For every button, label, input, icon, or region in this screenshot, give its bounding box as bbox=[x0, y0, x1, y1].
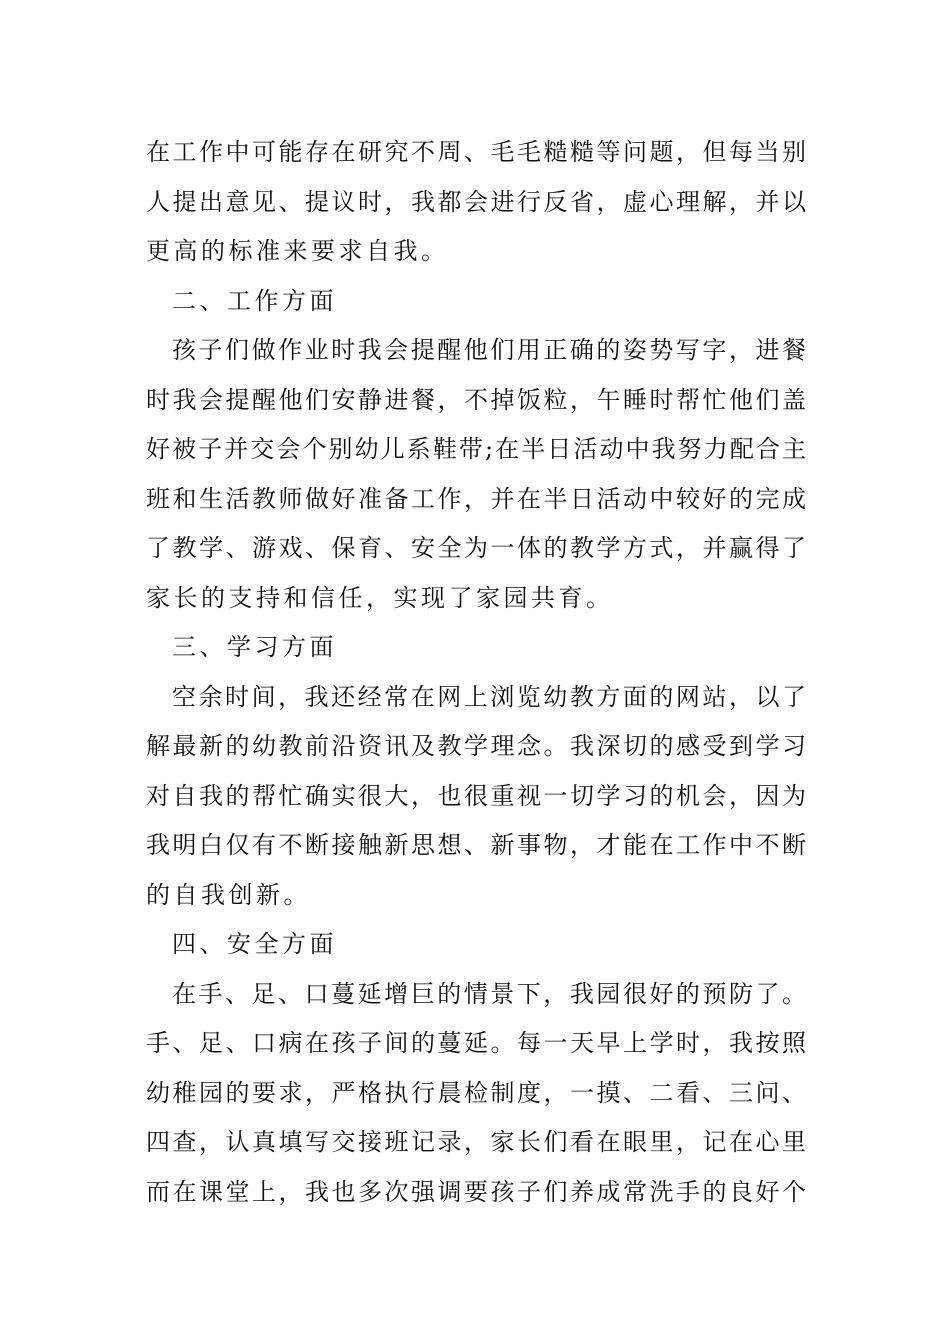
text-line: 手、足、口病在孩子间的蔓延。每一天早上学时，我按照 bbox=[146, 1029, 806, 1057]
text-line: 更高的标准来要求自我。 bbox=[146, 237, 449, 265]
text-line: 好被子并交会个别幼儿系鞋带;在半日活动中我努力配合主 bbox=[146, 435, 806, 463]
text-line: 解最新的幼教前沿资讯及教学理念。我深切的感受到学习 bbox=[146, 732, 806, 760]
text-line: 班和生活教师做好准备工作，并在半日活动中较好的完成 bbox=[146, 484, 806, 513]
section-heading: 三、学习方面 bbox=[172, 633, 337, 661]
text-line: 了教学、游戏、保育、安全为一体的教学方式，并赢得了 bbox=[146, 534, 806, 562]
section-heading: 四、安全方面 bbox=[172, 930, 337, 958]
text-line: 人提出意见、提议时，我都会进行反省，虚心理解，并以 bbox=[146, 187, 806, 216]
document-body bbox=[146, 128, 806, 1217]
text-line: 而在课堂上，我也多次强调要孩子们养成常洗手的良好个 bbox=[146, 1177, 806, 1206]
text-line: 四查，认真填写交接班记录，家长们看在眼里，记在心里 bbox=[146, 1128, 806, 1156]
text-line: 幼稚园的要求，严格执行晨检制度，一摸、二看、三问、 bbox=[146, 1078, 806, 1107]
text-line: 对自我的帮忙确实很大，也很重视一切学习的机会，因为 bbox=[146, 781, 806, 810]
text-line: 孩子们做作业时我会提醒他们用正确的姿势写字，进餐 bbox=[172, 336, 806, 364]
text-line: 我明白仅有不断接触新思想、新事物，才能在工作中不断 bbox=[146, 831, 806, 859]
text-line: 在手、足、口蔓延增巨的情景下，我园很好的预防了。 bbox=[172, 979, 806, 1008]
text-line: 的自我创新。 bbox=[146, 880, 311, 909]
text-line: 在工作中可能存在研究不周、毛毛糙糙等问题，但每当别 bbox=[146, 138, 806, 166]
section-heading: 二、工作方面 bbox=[172, 286, 337, 315]
text-line: 空余时间，我还经常在网上浏览幼教方面的网站，以了 bbox=[172, 682, 806, 711]
text-line: 时我会提醒他们安静进餐，不掉饭粒，午睡时帮忙他们盖 bbox=[146, 385, 806, 414]
text-line: 家长的支持和信任，实现了家园共育。 bbox=[146, 583, 614, 612]
